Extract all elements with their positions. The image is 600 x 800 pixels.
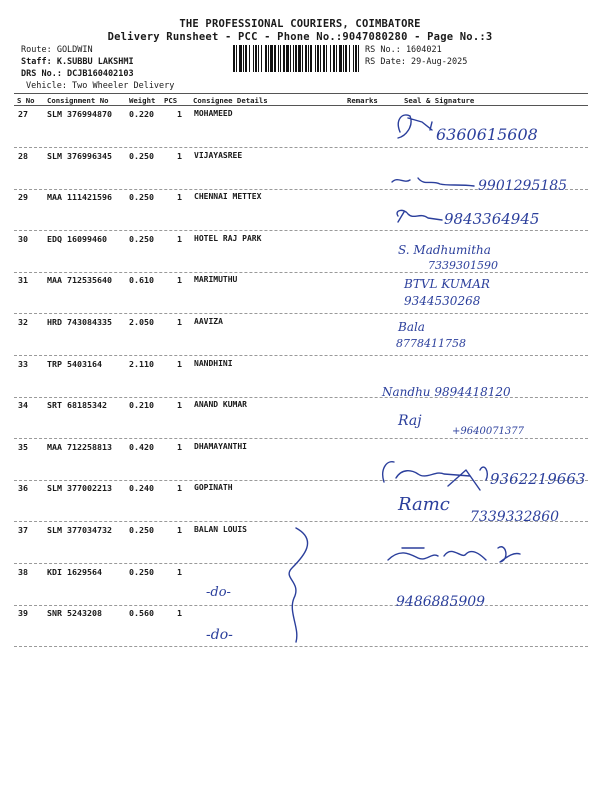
col-remarks: Remarks: [347, 96, 378, 105]
phone-31: 9344530268: [404, 294, 481, 308]
row-sno: 34: [18, 400, 28, 410]
ditto-38: -do-: [206, 585, 231, 600]
row-consignee: NANDHINI: [194, 359, 233, 368]
row-sno: 36: [18, 483, 28, 493]
row-weight: 2.050: [129, 317, 154, 327]
row-consignment: KDI 1629564: [47, 567, 102, 577]
header-top-rule: [14, 93, 588, 94]
phone-27: 6360615608: [436, 125, 538, 144]
row-pcs: 1: [177, 109, 182, 119]
row-pcs: 1: [177, 151, 182, 161]
row-weight: 2.110: [129, 359, 154, 369]
route-label: Route: GOLDWIN: [21, 45, 93, 55]
row-weight: 0.250: [129, 151, 154, 161]
row-consignee: MOHAMEED: [194, 109, 233, 118]
row-pcs: 1: [177, 275, 182, 285]
staff-label: Staff: K.SUBBU LAKSHMI: [21, 57, 134, 67]
row-pcs: 1: [177, 359, 182, 369]
row-separator: [14, 189, 588, 190]
phone-34: +9640071377: [452, 426, 525, 437]
company-title: THE PROFESSIONAL COURIERS, COIMBATORE: [179, 18, 421, 30]
row-consignee: ANAND KUMAR: [194, 400, 247, 409]
row-separator: [14, 605, 588, 606]
row-pcs: 1: [177, 567, 182, 577]
row-pcs: 1: [177, 234, 182, 244]
row-separator: [14, 230, 588, 231]
col-weight: Weight: [129, 96, 156, 105]
signature-37: [388, 547, 520, 562]
row-consignee: CHENNAI METTEX: [194, 192, 262, 201]
row-consignment: SLM 376996345: [47, 151, 112, 161]
row-consignee: MARIMUTHU: [194, 275, 238, 284]
signature-28: [392, 178, 474, 186]
row-consignment: SLM 376994870: [47, 109, 112, 119]
row-pcs: 1: [177, 400, 182, 410]
barcode: [233, 45, 361, 72]
col-consignee: Consignee Details: [193, 96, 268, 105]
header-bottom-rule: [14, 105, 588, 106]
row-separator: [14, 355, 588, 356]
name-34: Nandhu 9894418120: [382, 385, 511, 399]
row-pcs: 1: [177, 442, 182, 452]
row-consignment: EDQ 16099460: [47, 234, 107, 244]
name-36: Ramc: [398, 494, 450, 515]
row-sno: 27: [18, 109, 28, 119]
row-weight: 0.560: [129, 608, 154, 618]
phone-32: 8778411758: [396, 337, 466, 350]
row-pcs: 1: [177, 608, 182, 618]
row-sno: 30: [18, 234, 28, 244]
row-consignment: TRP 5403164: [47, 359, 102, 369]
row-consignment: SRT 68185342: [47, 400, 107, 410]
row-separator: [14, 563, 588, 564]
row-separator: [14, 480, 588, 481]
row-weight: 0.220: [129, 109, 154, 119]
phone-36: 7339332860: [470, 509, 560, 525]
name-31: BTVL KUMAR: [404, 277, 490, 291]
row-sno: 31: [18, 275, 28, 285]
row-pcs: 1: [177, 525, 182, 535]
row-consignment: SLM 377034732: [47, 525, 112, 535]
row-sno: 32: [18, 317, 28, 327]
row-separator: [14, 313, 588, 314]
row-weight: 0.250: [129, 567, 154, 577]
sign-34: Raj: [398, 413, 422, 429]
row-separator: [14, 397, 588, 398]
row-weight: 0.250: [129, 525, 154, 535]
phone-28: 9901295185: [478, 178, 568, 194]
row-consignment: MAA 712258813: [47, 442, 112, 452]
row-consignment: HRD 743084335: [47, 317, 112, 327]
row-consignee: AAVIZA: [194, 317, 223, 326]
phone-38: 9486885909: [396, 594, 486, 610]
signature-29: [397, 210, 442, 222]
phone-35: 9362219663: [490, 470, 586, 488]
row-sno: 37: [18, 525, 28, 535]
row-sno: 38: [18, 567, 28, 577]
vehicle-label: Vehicle: Two Wheeler Delivery: [26, 81, 175, 91]
row-consignee: DHAMAYANTHI: [194, 442, 247, 451]
name-30: S. Madhumitha: [398, 243, 491, 257]
row-consignee: VIJAYASREE: [194, 151, 243, 160]
row-sno: 33: [18, 359, 28, 369]
signature-27: [398, 115, 432, 138]
row-sno: 39: [18, 608, 28, 618]
row-weight: 0.610: [129, 275, 154, 285]
row-weight: 0.210: [129, 400, 154, 410]
col-seal: Seal & Signature: [404, 96, 475, 105]
row-weight: 0.240: [129, 483, 154, 493]
row-consignment: MAA 111421596: [47, 192, 112, 202]
name-32: Bala: [398, 320, 425, 334]
bracket-brace: [289, 528, 307, 642]
row-pcs: 1: [177, 483, 182, 493]
row-separator: [14, 521, 588, 522]
row-consignment: SLM 377002213: [47, 483, 112, 493]
row-consignee: GOPINATH: [194, 483, 233, 492]
phone-29: 9843364945: [444, 210, 540, 228]
row-consignee: BALAN LOUIS: [194, 525, 247, 534]
row-weight: 0.420: [129, 442, 154, 452]
phone-30: 7339301590: [428, 259, 498, 272]
signature-35: [383, 462, 488, 490]
row-consignment: SNR 5243208: [47, 608, 102, 618]
row-pcs: 1: [177, 192, 182, 202]
col-pcs: PCS: [164, 96, 178, 105]
col-consignment: Consignment No: [47, 96, 109, 105]
row-consignee: HOTEL RAJ PARK: [194, 234, 262, 243]
rs-date-label: RS Date: 29-Aug-2025: [365, 57, 468, 67]
row-consignment: MAA 712535640: [47, 275, 112, 285]
row-sno: 28: [18, 151, 28, 161]
row-pcs: 1: [177, 317, 182, 327]
row-weight: 0.250: [129, 234, 154, 244]
drs-label: DRS No.: DCJB160402103: [21, 69, 134, 79]
row-separator: [14, 438, 588, 439]
row-separator: [14, 147, 588, 148]
rs-no-label: RS No.: 1604021: [365, 45, 442, 55]
col-sno: S No: [17, 96, 35, 105]
row-sno: 35: [18, 442, 28, 452]
ditto-39: -do-: [206, 627, 233, 643]
row-weight: 0.250: [129, 192, 154, 202]
row-sno: 29: [18, 192, 28, 202]
row-separator: [14, 646, 588, 647]
row-separator: [14, 272, 588, 273]
runsheet-subtitle: Delivery Runsheet - PCC - Phone No.:9047080280 - Page No.:3: [107, 31, 493, 43]
